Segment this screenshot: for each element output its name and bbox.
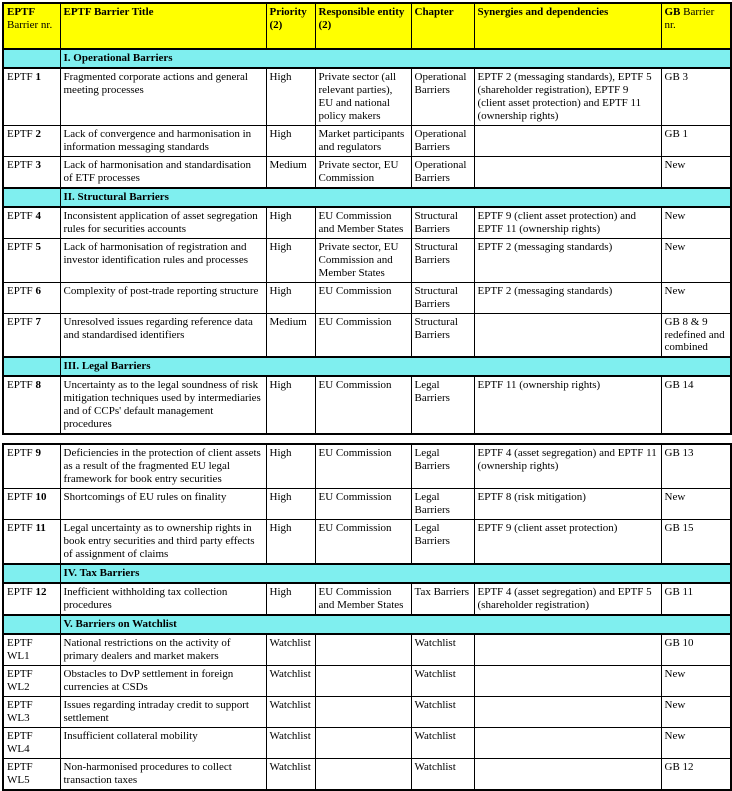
barrier-nr-prefix: EPTF xyxy=(7,127,33,140)
barrier-nr-prefix: EPTF xyxy=(7,698,33,711)
barrier-nr-number: 10 xyxy=(35,491,47,504)
cell-title: Complexity of post-trade reporting structure xyxy=(60,282,266,313)
section-row xyxy=(3,564,731,583)
cell-barrier-nr xyxy=(3,68,60,125)
cell-priority: Watchlist xyxy=(266,758,315,789)
barrier-row xyxy=(3,68,731,125)
barrier-nr-number: 2 xyxy=(35,127,41,140)
cell-entity: Private sector, EU Commission xyxy=(315,156,411,187)
cell-barrier-nr xyxy=(3,207,60,238)
cell-entity: Private sector, EU Commission and Member States xyxy=(315,238,411,282)
cell-chapter: Tax Barriers xyxy=(411,583,474,615)
cell-gb: GB 12 xyxy=(661,758,731,789)
cell-synergies: EPTF 9 (client asset protection) and EPTF 11 (ownership rights) xyxy=(474,207,661,238)
col-header-title: EPTF Barrier Title xyxy=(60,3,266,49)
cell-title: Uncertainty as to the legal soundness of risk mitigation techniques used by intermediaries and of CCPs' default management procedures xyxy=(60,376,266,434)
cell-synergies xyxy=(474,634,661,665)
cell-barrier-nr xyxy=(3,444,60,488)
col-header-priority: Priority (2) xyxy=(266,3,315,49)
section-empty-cell xyxy=(3,615,60,634)
cell-barrier-nr xyxy=(3,727,60,758)
barrier-nr-prefix: EPTF xyxy=(7,71,33,83)
cell-gb: New xyxy=(661,238,731,282)
cell-title: Lack of convergence and harmonisation in information messaging standards xyxy=(60,125,266,156)
cell-barrier-nr xyxy=(3,520,60,564)
cell-priority: High xyxy=(266,238,315,282)
barrier-nr-number: 11 xyxy=(35,522,46,535)
col-header-synergies: Synergies and dependencies xyxy=(474,3,661,49)
barrier-nr-number: 8 xyxy=(35,379,41,392)
barrier-nr-prefix: EPTF xyxy=(7,209,33,222)
cell-title: Issues regarding intraday credit to support settlement xyxy=(60,696,266,727)
cell-chapter: Legal Barriers xyxy=(411,520,474,564)
cell-title: Lack of harmonisation and standardisation of ETF processes xyxy=(60,156,266,187)
cell-synergies: EPTF 2 (messaging standards), EPTF 5 (shareholder registration), EPTF 9 (client asset protection) and EPTF 11 (ownership rights) xyxy=(474,68,661,125)
cell-gb: GB 11 xyxy=(661,583,731,615)
section-row xyxy=(3,357,731,376)
barrier-nr-prefix: EPTF xyxy=(7,637,33,649)
barrier-row xyxy=(3,758,731,789)
cell-priority: High xyxy=(266,583,315,615)
barrier-nr-number: WL2 xyxy=(7,680,30,693)
cell-gb: GB 10 xyxy=(661,634,731,665)
cell-synergies xyxy=(474,665,661,696)
barrier-nr-number: WL1 xyxy=(7,649,30,662)
barrier-nr-prefix: EPTF xyxy=(7,240,33,253)
cell-barrier-nr xyxy=(3,238,60,282)
barrier-nr-number: 12 xyxy=(35,586,47,599)
cell-synergies: EPTF 4 (asset segregation) and EPTF 11 (ownership rights) xyxy=(474,444,661,488)
cell-chapter: Structural Barriers xyxy=(411,282,474,313)
cell-title: Shortcomings of EU rules on finality xyxy=(60,489,266,520)
cell-chapter: Legal Barriers xyxy=(411,444,474,488)
cell-chapter: Watchlist xyxy=(411,758,474,789)
col-header-responsible-entity: Responsible entity (2) xyxy=(315,3,411,49)
cell-synergies: EPTF 11 (ownership rights) xyxy=(474,376,661,434)
barrier-row xyxy=(3,696,731,727)
cell-priority: High xyxy=(266,520,315,564)
cell-synergies xyxy=(474,125,661,156)
barriers-table-part-1 xyxy=(2,2,732,435)
section-empty-cell xyxy=(3,49,60,68)
cell-priority: Medium xyxy=(266,156,315,187)
cell-priority: High xyxy=(266,68,315,125)
col-header-eptf-barrier-nr xyxy=(3,3,60,49)
cell-priority: High xyxy=(266,125,315,156)
barrier-nr-prefix: EPTF xyxy=(7,586,33,599)
cell-title: Inconsistent application of asset segregation rules for securities accounts xyxy=(60,207,266,238)
barrier-nr-prefix: EPTF xyxy=(7,447,33,460)
cell-priority: Watchlist xyxy=(266,665,315,696)
cell-title: Deficiencies in the protection of client assets as a result of the fragmented EU legal framework for book entry securities xyxy=(60,444,266,488)
cell-gb: New xyxy=(661,282,731,313)
cell-title: Insufficient collateral mobility xyxy=(60,727,266,758)
cell-chapter: Operational Barriers xyxy=(411,156,474,187)
cell-entity: EU Commission xyxy=(315,489,411,520)
cell-entity xyxy=(315,758,411,789)
barrier-row xyxy=(3,282,731,313)
cell-priority: High xyxy=(266,282,315,313)
cell-priority: Watchlist xyxy=(266,727,315,758)
cell-title: Legal uncertainty as to ownership rights in book entry securities and third party effects of assignment of claims xyxy=(60,520,266,564)
cell-gb: New xyxy=(661,727,731,758)
barrier-nr-prefix: EPTF xyxy=(7,158,33,171)
cell-priority: High xyxy=(266,376,315,434)
section-label: III. Legal Barriers xyxy=(60,357,731,376)
barrier-row xyxy=(3,376,731,434)
barrier-nr-prefix: EPTF xyxy=(7,284,33,297)
cell-gb: New xyxy=(661,696,731,727)
header-row xyxy=(3,3,731,49)
cell-synergies: EPTF 8 (risk mitigation) xyxy=(474,489,661,520)
cell-synergies xyxy=(474,727,661,758)
cell-entity: EU Commission and Member States xyxy=(315,207,411,238)
cell-chapter: Watchlist xyxy=(411,727,474,758)
barrier-nr-number: 5 xyxy=(35,240,41,253)
barrier-nr-prefix: EPTF xyxy=(7,491,33,504)
barrier-nr-number: 1 xyxy=(35,71,41,83)
cell-priority: Medium xyxy=(266,313,315,357)
cell-gb: GB 3 xyxy=(661,68,731,125)
cell-chapter: Legal Barriers xyxy=(411,376,474,434)
col-header-gb-barrier-nr xyxy=(661,3,731,49)
barrier-nr-number: 7 xyxy=(35,315,41,328)
section-empty-cell xyxy=(3,564,60,583)
cell-gb: GB 14 xyxy=(661,376,731,434)
cell-barrier-nr xyxy=(3,758,60,789)
cell-priority: High xyxy=(266,489,315,520)
cell-barrier-nr xyxy=(3,489,60,520)
cell-synergies xyxy=(474,313,661,357)
cell-title: Inefficient withholding tax collection procedures xyxy=(60,583,266,615)
section-label: V. Barriers on Watchlist xyxy=(60,615,731,634)
cell-barrier-nr xyxy=(3,282,60,313)
cell-gb: GB 13 xyxy=(661,444,731,488)
cell-synergies: EPTF 2 (messaging standards) xyxy=(474,282,661,313)
cell-entity: Private sector (all relevant parties), EU and national policy makers xyxy=(315,68,411,125)
cell-synergies: EPTF 9 (client asset protection) xyxy=(474,520,661,564)
barrier-row xyxy=(3,156,731,187)
barrier-row xyxy=(3,238,731,282)
cell-gb: New xyxy=(661,156,731,187)
table-body-part-2 xyxy=(3,444,731,789)
cell-barrier-nr xyxy=(3,125,60,156)
cell-chapter: Legal Barriers xyxy=(411,489,474,520)
cell-synergies xyxy=(474,758,661,789)
cell-title: Non-harmonised procedures to collect transaction taxes xyxy=(60,758,266,789)
barrier-nr-prefix: EPTF xyxy=(7,379,33,392)
cell-title: Fragmented corporate actions and general meeting processes xyxy=(60,68,266,125)
barrier-row xyxy=(3,313,731,357)
cell-synergies: EPTF 2 (messaging standards) xyxy=(474,238,661,282)
section-row xyxy=(3,49,731,68)
cell-entity xyxy=(315,665,411,696)
cell-barrier-nr xyxy=(3,156,60,187)
cell-barrier-nr xyxy=(3,583,60,615)
col-header-eptf-bold: EPTF xyxy=(7,6,36,18)
section-label: I. Operational Barriers xyxy=(60,49,731,68)
barrier-nr-number: 4 xyxy=(35,209,41,222)
cell-gb: GB 8 & 9 redefined and combined xyxy=(661,313,731,357)
cell-barrier-nr xyxy=(3,696,60,727)
cell-entity: EU Commission and Member States xyxy=(315,583,411,615)
col-header-eptf-rest: Barrier nr. xyxy=(7,18,53,31)
barrier-nr-prefix: EPTF xyxy=(7,522,33,535)
barrier-row xyxy=(3,583,731,615)
cell-barrier-nr xyxy=(3,313,60,357)
cell-entity: EU Commission xyxy=(315,282,411,313)
barrier-row xyxy=(3,634,731,665)
cell-chapter: Structural Barriers xyxy=(411,207,474,238)
cell-priority: High xyxy=(266,207,315,238)
barrier-row xyxy=(3,125,731,156)
cell-entity: Market participants and regulators xyxy=(315,125,411,156)
col-header-gb-rest: Barrier nr. xyxy=(664,6,715,31)
cell-barrier-nr xyxy=(3,634,60,665)
cell-chapter: Structural Barriers xyxy=(411,313,474,357)
section-row xyxy=(3,188,731,207)
section-label: II. Structural Barriers xyxy=(60,188,731,207)
cell-barrier-nr xyxy=(3,376,60,434)
barrier-nr-prefix: EPTF xyxy=(7,667,33,680)
cell-entity: EU Commission xyxy=(315,444,411,488)
barrier-row xyxy=(3,444,731,488)
col-header-gb-bold: GB xyxy=(664,6,681,18)
cell-synergies xyxy=(474,696,661,727)
cell-gb: New xyxy=(661,665,731,696)
cell-gb: GB 1 xyxy=(661,125,731,156)
barrier-nr-prefix: EPTF xyxy=(7,729,33,742)
cell-chapter: Watchlist xyxy=(411,665,474,696)
section-label: IV. Tax Barriers xyxy=(60,564,731,583)
cell-title: Unresolved issues regarding reference data and standardised identifiers xyxy=(60,313,266,357)
cell-priority: Watchlist xyxy=(266,634,315,665)
cell-gb: New xyxy=(661,489,731,520)
cell-entity xyxy=(315,727,411,758)
cell-barrier-nr xyxy=(3,665,60,696)
section-row xyxy=(3,615,731,634)
barrier-nr-number: 3 xyxy=(35,158,41,171)
cell-title: National restrictions on the activity of primary dealers and market makers xyxy=(60,634,266,665)
barrier-row xyxy=(3,207,731,238)
cell-title: Lack of harmonisation of registration and investor identification rules and processes xyxy=(60,238,266,282)
cell-entity xyxy=(315,634,411,665)
barrier-nr-prefix: EPTF xyxy=(7,315,33,328)
barrier-nr-number: 6 xyxy=(35,284,41,297)
barrier-row xyxy=(3,665,731,696)
barriers-table-part-2 xyxy=(2,443,732,790)
page-break-gap xyxy=(2,435,730,443)
col-header-chapter: Chapter xyxy=(411,3,474,49)
cell-entity xyxy=(315,696,411,727)
barrier-nr-number: WL4 xyxy=(7,742,30,755)
barrier-row xyxy=(3,727,731,758)
table-header xyxy=(3,3,731,49)
cell-chapter: Watchlist xyxy=(411,696,474,727)
barrier-nr-number: WL3 xyxy=(7,711,30,724)
cell-priority: High xyxy=(266,444,315,488)
cell-entity: EU Commission xyxy=(315,520,411,564)
cell-priority: Watchlist xyxy=(266,696,315,727)
table-body-part-1 xyxy=(3,49,731,434)
section-empty-cell xyxy=(3,357,60,376)
cell-entity: EU Commission xyxy=(315,313,411,357)
cell-gb: New xyxy=(661,207,731,238)
barrier-nr-number: WL5 xyxy=(7,773,30,786)
cell-entity: EU Commission xyxy=(315,376,411,434)
cell-chapter: Operational Barriers xyxy=(411,125,474,156)
barrier-nr-prefix: EPTF xyxy=(7,760,33,773)
cell-title: Obstacles to DvP settlement in foreign currencies at CSDs xyxy=(60,665,266,696)
barrier-row xyxy=(3,489,731,520)
cell-chapter: Watchlist xyxy=(411,634,474,665)
cell-chapter: Operational Barriers xyxy=(411,68,474,125)
cell-gb: GB 15 xyxy=(661,520,731,564)
barrier-nr-number: 9 xyxy=(35,447,41,460)
cell-synergies xyxy=(474,156,661,187)
cell-chapter: Structural Barriers xyxy=(411,238,474,282)
cell-synergies: EPTF 4 (asset segregation) and EPTF 5 (shareholder registration) xyxy=(474,583,661,615)
section-empty-cell xyxy=(3,188,60,207)
barrier-row xyxy=(3,520,731,564)
